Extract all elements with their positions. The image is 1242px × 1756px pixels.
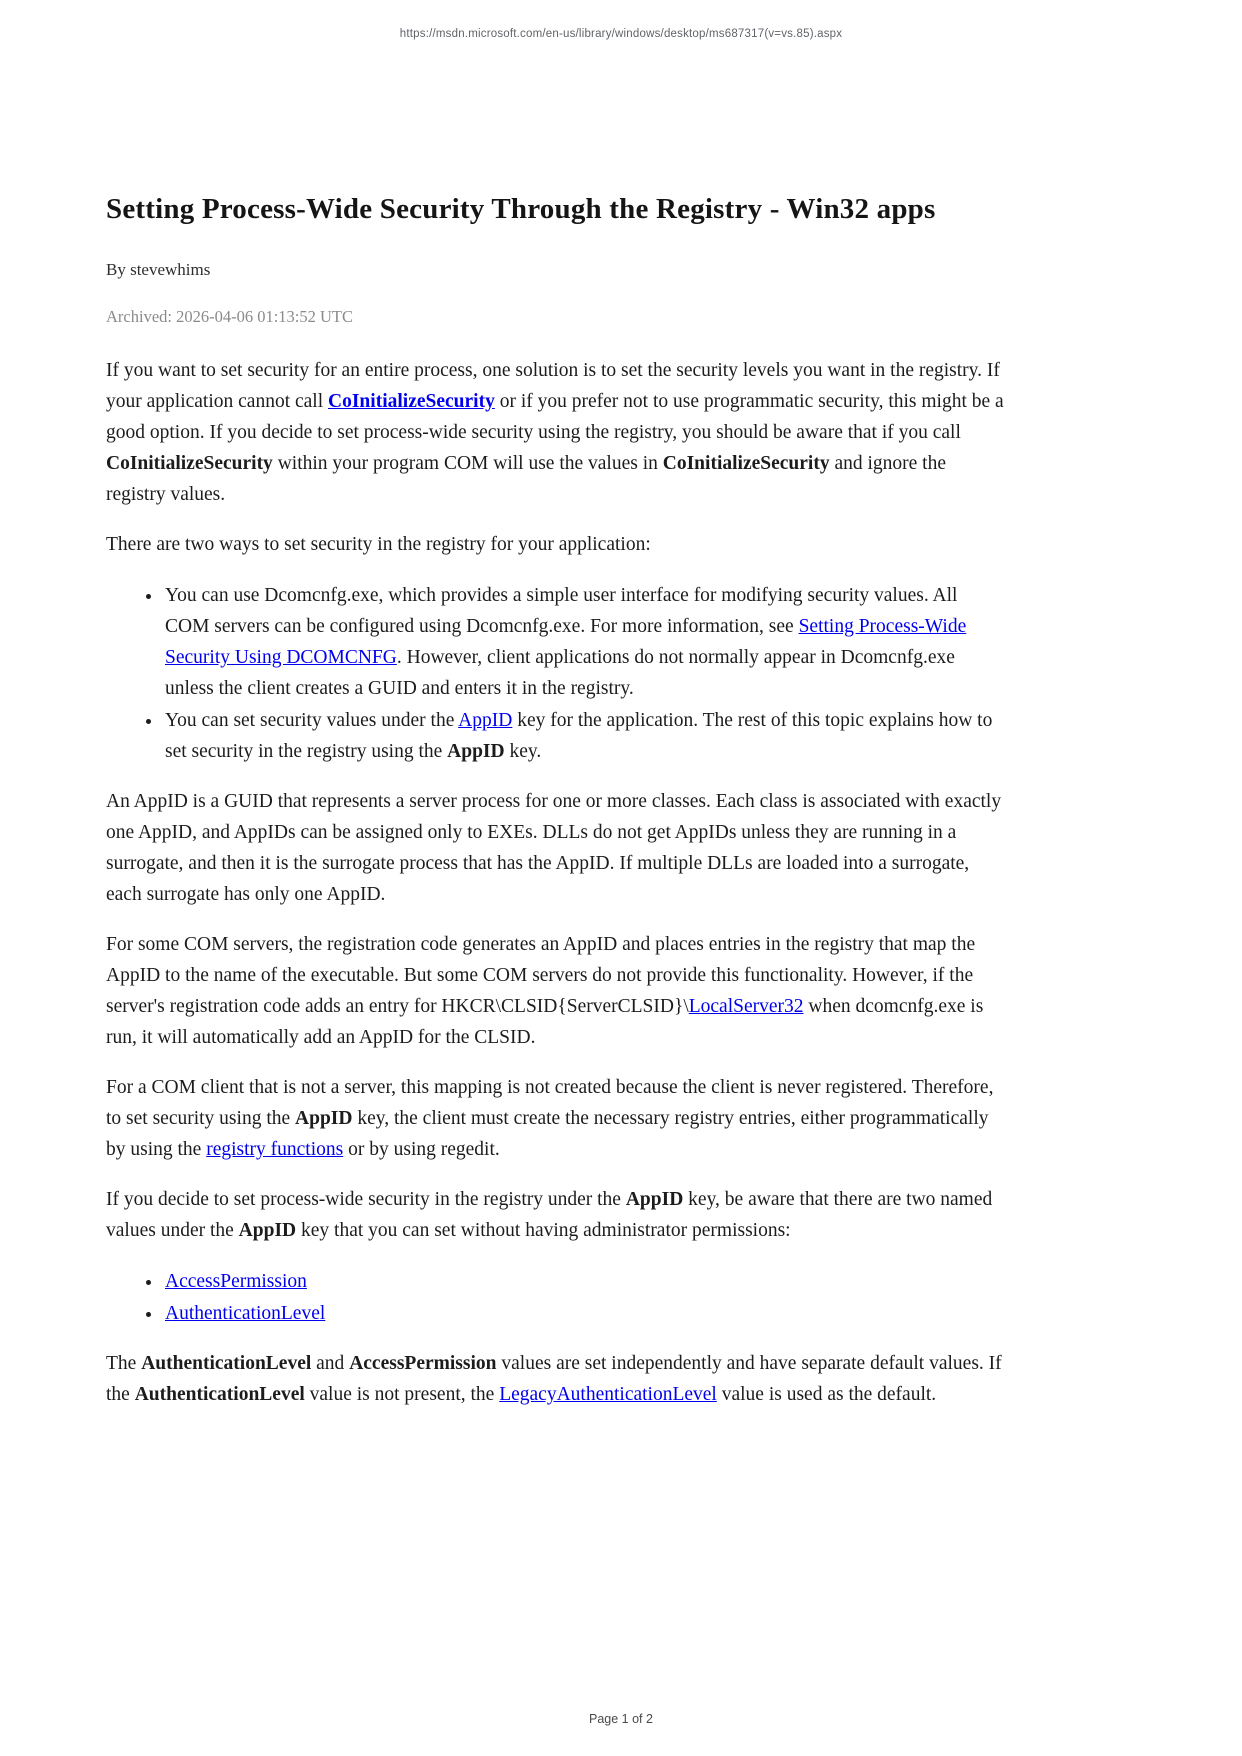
text-run: CoInitializeSecurity xyxy=(106,453,273,474)
appid-link[interactable]: AppID xyxy=(458,710,513,731)
text-run: . However, client applications do not normally appear in Dcomcnfg.exe unless the client creates a GUID and enters it in the registry. xyxy=(165,647,955,699)
page-number: Page 1 of 2 xyxy=(589,1712,653,1726)
byline: By stevewhims xyxy=(106,260,211,279)
list-item xyxy=(163,1266,1006,1297)
registry-functions-link[interactable]: registry functions xyxy=(206,1139,344,1160)
text-run: key. xyxy=(504,741,542,762)
paragraph-intro xyxy=(106,355,1006,510)
text-run: The xyxy=(106,1353,142,1374)
text-run: and xyxy=(311,1353,350,1374)
text-run: For some COM servers, the registration code generates an AppID and places entries in the registry that map the AppID to the name of the executable. But some COM servers do not provide this functionality. However, if the server's registration code adds an entry for HKCR\CLSID{ServerCLSID}\ xyxy=(106,934,976,1017)
text-run: key that you can set without having administrator permissions: xyxy=(296,1220,791,1241)
text-run: AppID xyxy=(295,1108,353,1129)
text-run: or by using regedit. xyxy=(343,1139,500,1160)
text-run: AppID xyxy=(625,1189,684,1210)
article-body xyxy=(106,0,1006,1410)
text-run: For a COM client that is not a server, this mapping is not created because the client is never registered. Therefore, to set security using the xyxy=(106,1077,994,1129)
text-run: AuthenticationLevel xyxy=(141,1353,312,1374)
text-run: when dcomcnfg.exe is run, it will automatically add an AppID for the CLSID. xyxy=(106,996,984,1048)
text-run: key for the application. The rest of this topic explains how to set security in the registry using the xyxy=(165,710,993,762)
paragraph-com-client xyxy=(106,1072,1006,1165)
text-run: You can use Dcomcnfg.exe, which provides a simple user interface for modifying security values. All COM servers can be configured using Dcomcnfg.exe. For more information, see xyxy=(165,585,958,637)
accesspermission-link[interactable]: AccessPermission xyxy=(165,1271,307,1292)
text-run: within your program COM will use the values in xyxy=(272,453,663,474)
coinitializesecurity-link[interactable]: CoInitializeSecurity xyxy=(328,391,495,412)
text-run: CoInitializeSecurity xyxy=(662,453,830,474)
text-run: key, the client must create the necessary registry entries, either programmatically by using the xyxy=(106,1108,989,1160)
authenticationlevel-link[interactable]: AuthenticationLevel xyxy=(165,1303,326,1324)
paragraph-defaults xyxy=(106,1348,1006,1410)
archived-timestamp: Archived: 2026-04-06 01:13:52 UTC xyxy=(106,307,354,326)
text-run: You can set security values under the xyxy=(165,710,459,731)
text-run: AccessPermission xyxy=(349,1353,497,1374)
values-list xyxy=(106,1266,1006,1329)
list-item xyxy=(163,1298,1006,1329)
list-item xyxy=(163,705,1006,767)
text-run: key, be aware that there are two named values under the xyxy=(106,1189,993,1241)
text-run: value is not present, the xyxy=(304,1384,500,1405)
list-item xyxy=(163,580,1006,704)
text-run: AuthenticationLevel xyxy=(134,1384,305,1405)
text-run: There are two ways to set security in the registry for your application: xyxy=(106,534,651,555)
page-header-url: https://msdn.microsoft.com/en-us/library/windows/desktop/ms687317(v=vs.85).aspx xyxy=(399,28,843,40)
page-title: Setting Process-Wide Security Through the Registry - Win32 apps xyxy=(106,193,936,225)
text-run: An AppID is a GUID that represents a server process for one or more classes. Each class is associated with exactly one AppID, and AppIDs can be assigned only to EXEs. DLLs do not get AppIDs unless they are running in a surrogate, and then it is the surrogate process that has the AppID. If multiple DLLs are loaded into a surrogate, each surrogate has only one AppID. xyxy=(106,791,1002,905)
text-run: values are set independently and have separate default values. If the xyxy=(106,1353,1002,1405)
paragraph-named-values xyxy=(106,1184,1006,1246)
ways-list xyxy=(106,580,1006,767)
text-run: If you want to set security for an entire process, one solution is to set the security levels you want in the registry. If your application cannot call xyxy=(106,360,1000,412)
text-run: If you decide to set process-wide security in the registry under the xyxy=(106,1189,626,1210)
text-run: AppID xyxy=(238,1220,297,1241)
setting-security-dcomcnfg-link[interactable]: Setting Process-Wide Security Using DCOMCNFG xyxy=(165,616,967,668)
paragraph-two-ways xyxy=(106,529,1006,560)
text-run: AppID xyxy=(447,741,505,762)
text-run: value is used as the default. xyxy=(716,1384,937,1405)
legacyauthenticationlevel-link[interactable]: LegacyAuthenticationLevel xyxy=(499,1384,717,1405)
localserver32-link[interactable]: LocalServer32 xyxy=(688,996,804,1017)
paragraph-appid-guid xyxy=(106,786,1006,910)
paragraph-com-servers xyxy=(106,929,1006,1053)
text-run: or if you prefer not to use programmatic security, this might be a good option. If you decide to set process-wide security using the registry, you should be aware that if you call xyxy=(106,391,1004,443)
text-run: and ignore the registry values. xyxy=(106,453,946,505)
